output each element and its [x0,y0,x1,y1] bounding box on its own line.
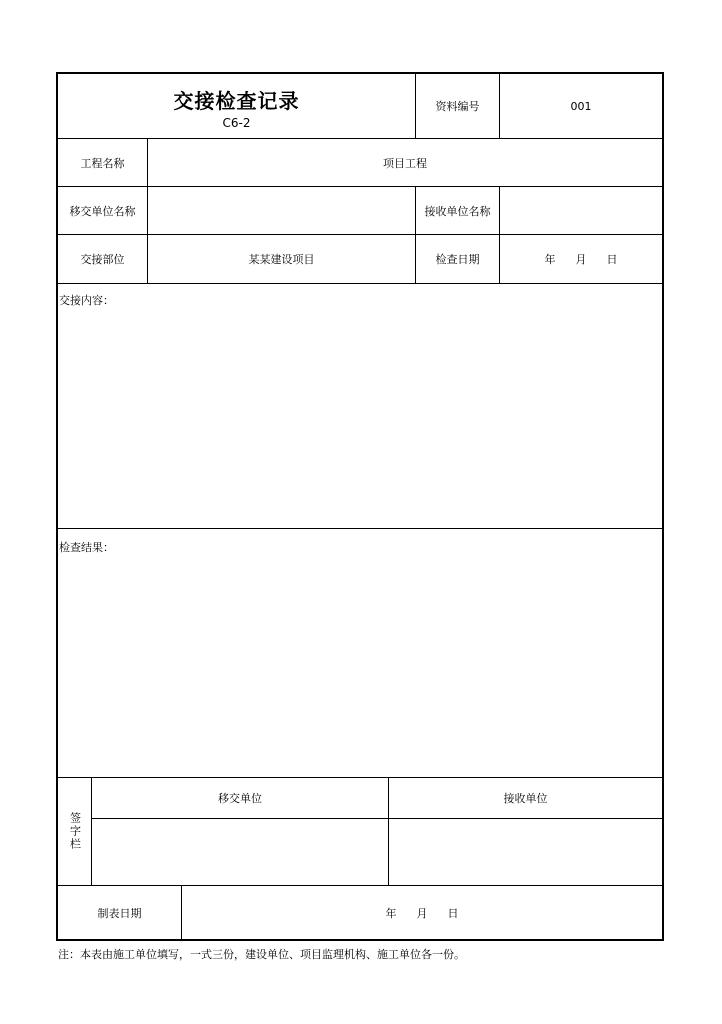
made-date-month: 月 [416,906,428,920]
made-date-label-cell [58,886,181,939]
made-date-label: 制表日期 [97,906,142,920]
made-date-year: 年 [385,906,397,920]
inspection-date-label-cell [416,235,499,283]
receive-signature-area[interactable] [389,819,662,885]
date-day: 日 [606,253,618,266]
transfer-unit-label: 移交单位名称 [69,204,136,218]
made-date-day: 日 [447,906,459,920]
transfer-unit-value-cell[interactable] [148,187,415,234]
form-title-cell [58,74,415,114]
handover-content-label: 交接内容： [59,294,114,307]
inspection-date-label: 检查日期 [435,253,480,266]
doc-no-label-cell [416,74,499,138]
receive-unit-label: 接收单位名称 [424,204,491,218]
receive-unit-value-cell[interactable] [500,187,662,234]
date-year: 年 [544,253,556,266]
receive-unit-label-cell [416,187,499,234]
sig-transfer-unit-label: 移交单位 [218,792,262,805]
transfer-signature-area[interactable] [92,819,388,885]
form-code-cell [58,112,415,134]
inspection-result-label: 检查结果： [59,541,114,554]
handover-content-area[interactable] [58,310,662,526]
project-name-value: 项目工程 [383,156,427,170]
inspection-result-area[interactable] [58,558,662,774]
footnote: 注：本表由施工单位填写，一式三份，建设单位、项目监理机构、施工单位各一份。 [58,948,465,961]
transfer-unit-label-cell [58,187,147,234]
project-name-value-cell[interactable] [148,139,662,186]
form-title: 交接检查记录 [173,89,300,113]
form-code: C6-2 [222,116,251,130]
divider [58,528,662,529]
handover-inspection-form [56,72,664,941]
sig-receive-unit-cell [389,778,662,818]
made-date-value-cell[interactable] [182,886,662,939]
signature-side-label: 签字栏 [68,812,82,851]
date-month: 月 [575,253,587,266]
project-name-label: 工程名称 [80,156,125,170]
inspection-date-value-cell[interactable] [500,235,662,283]
doc-no-value: 001 [570,99,592,113]
doc-no-label: 资料编号 [435,100,480,113]
handover-part-label-cell [58,235,147,283]
signature-side-cell [58,778,91,885]
sig-receive-unit-label: 接收单位 [503,792,548,805]
doc-no-value-cell[interactable] [500,74,662,138]
handover-part-value: 某某建设项目 [248,253,315,266]
project-name-label-cell [58,139,147,186]
handover-part-value-cell[interactable] [148,235,415,283]
sig-transfer-unit-cell [92,778,388,818]
handover-part-label: 交接部位 [80,253,125,266]
divider [58,283,662,284]
